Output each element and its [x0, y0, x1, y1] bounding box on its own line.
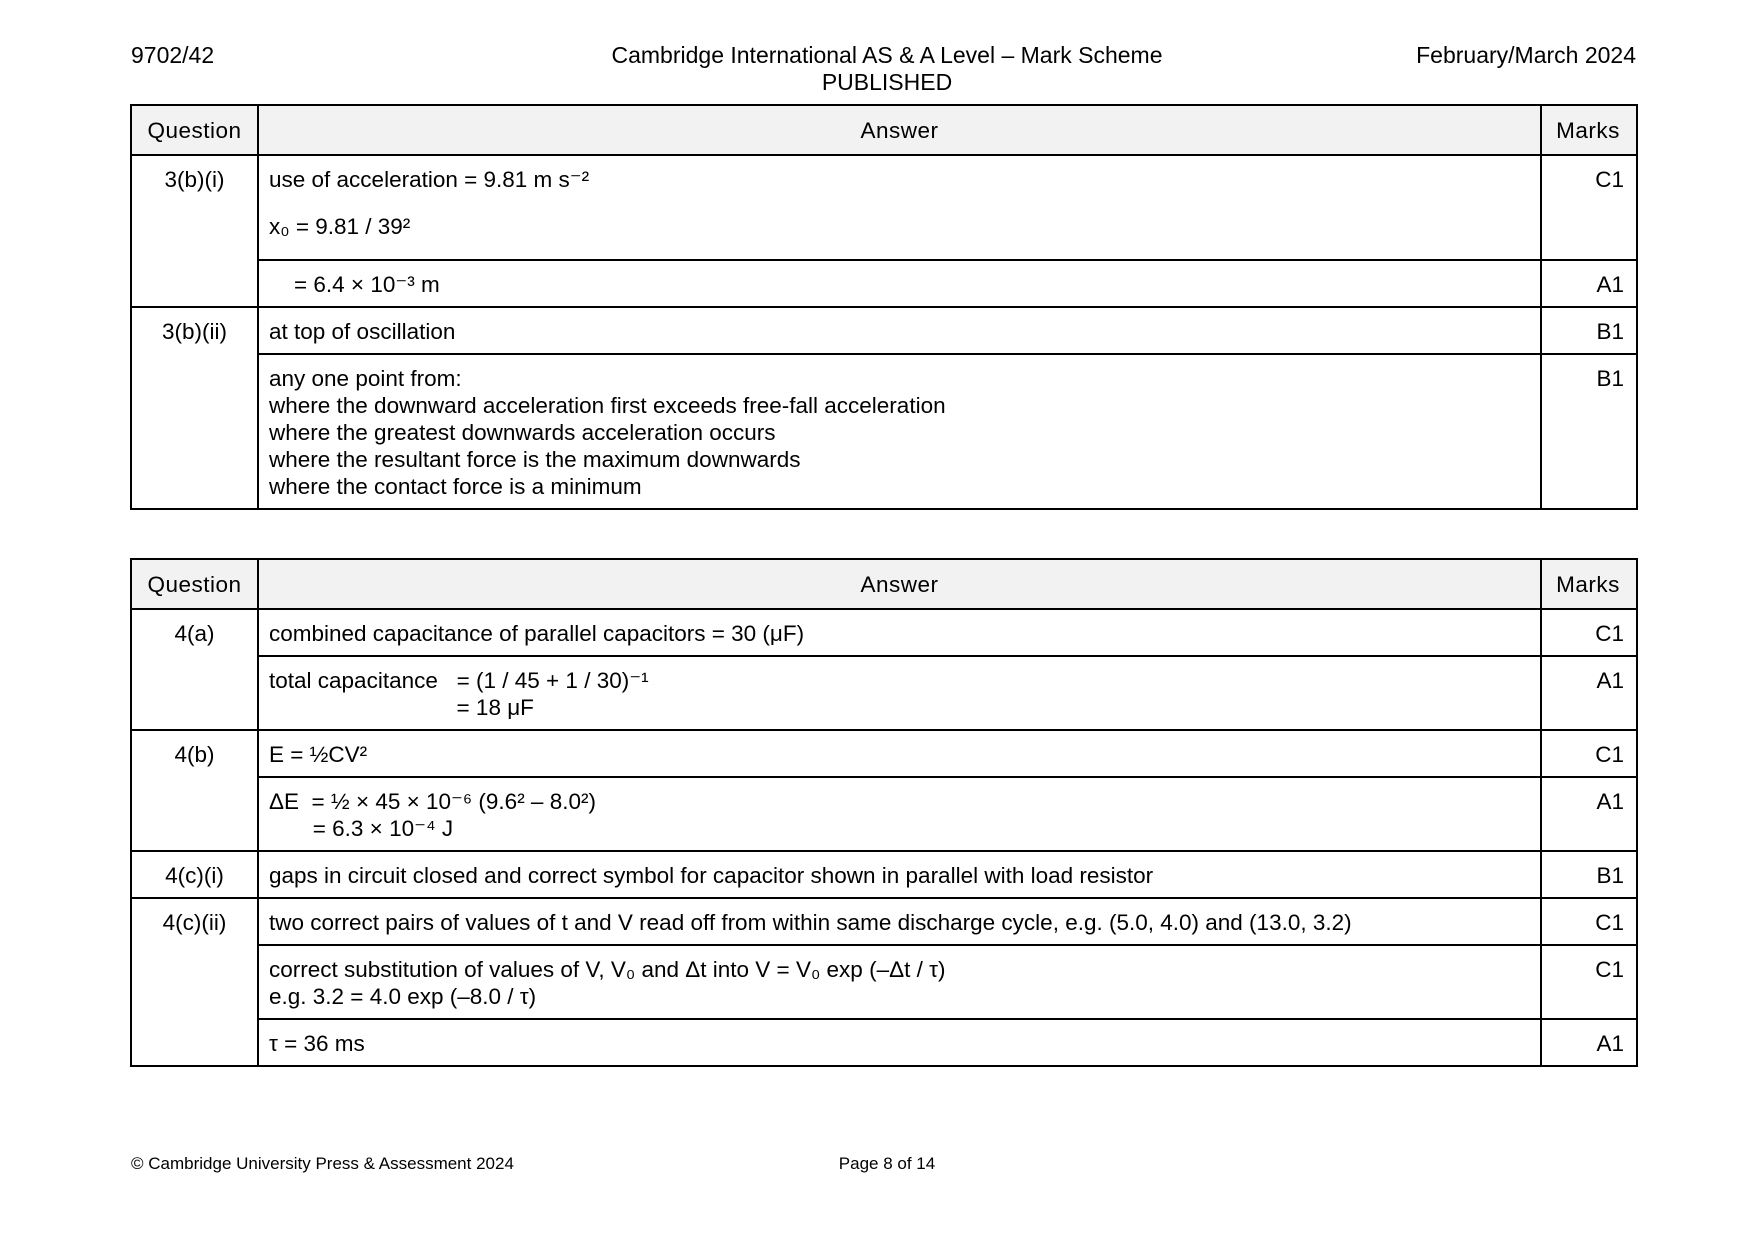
marks-cell: A1 — [1541, 1019, 1637, 1066]
table-header-row — [131, 105, 1637, 155]
answer-line: gaps in circuit closed and correct symbol for capacitor shown in parallel with load resistor — [269, 863, 1154, 888]
copyright-notice: © Cambridge University Press & Assessment 2024 — [131, 1154, 514, 1173]
answer-line: use of acceleration = 9.81 m s⁻² — [269, 167, 590, 192]
marks-cell: C1 — [1541, 609, 1637, 656]
marks-cell: C1 — [1541, 945, 1637, 1019]
table-row — [131, 777, 1637, 851]
table-row — [131, 945, 1637, 1019]
table-header-row — [131, 559, 1637, 609]
answer-line: where the greatest downwards acceleration occurs — [269, 420, 776, 445]
mark-scheme-title: Cambridge International AS & A Level – Mark Scheme — [611, 42, 1163, 68]
answer-line: ΔE = ½ × 45 × 10⁻⁶ (9.6² – 8.0²) — [269, 789, 596, 814]
answer-line: e.g. 3.2 = 4.0 exp (–8.0 / τ) — [269, 984, 537, 1009]
answer-cell — [258, 1019, 1541, 1066]
answer-line: total capacitance = (1 / 45 + 1 / 30)⁻¹ — [269, 668, 649, 693]
table-row — [131, 656, 1637, 730]
marks-cell: B1 — [1541, 307, 1637, 354]
question-number: 3(b)(i) — [131, 155, 258, 307]
answer-cell — [258, 609, 1541, 656]
table-row — [131, 307, 1637, 354]
answer-cell — [258, 354, 1541, 509]
answer-line: x₀ = 9.81 / 39² — [269, 214, 411, 239]
marks-cell: A1 — [1541, 656, 1637, 730]
marks-cell: B1 — [1541, 354, 1637, 509]
table-row — [131, 260, 1637, 307]
answer-line: at top of oscillation — [269, 319, 456, 344]
table-row — [131, 609, 1637, 656]
question-number: 4(a) — [131, 609, 258, 730]
answer-cell — [258, 898, 1541, 945]
answer-line: where the resultant force is the maximum downwards — [269, 447, 801, 472]
column-header-marks: Marks — [1541, 105, 1637, 155]
answer-line: = 6.4 × 10⁻³ m — [269, 272, 440, 297]
answer-line: where the contact force is a minimum — [269, 474, 642, 499]
answer-line: E = ½CV² — [269, 742, 368, 767]
paper-code: 9702/42 — [131, 42, 215, 68]
column-header-answer: Answer — [258, 559, 1541, 609]
answer-cell — [258, 777, 1541, 851]
question-number: 4(c)(ii) — [131, 898, 258, 1066]
marks-cell: A1 — [1541, 260, 1637, 307]
answer-line: = 18 μF — [269, 695, 534, 720]
table-row — [131, 851, 1637, 898]
answer-cell — [258, 851, 1541, 898]
page-number: Page 8 of 14 — [838, 1154, 936, 1173]
table-row — [131, 354, 1637, 509]
answer-line: two correct pairs of values of t and V read off from within same discharge cycle, e.g. (5.0, 4.0) and (13.0, 3.2) — [269, 910, 1352, 935]
marks-cell: C1 — [1541, 155, 1637, 260]
answer-line: combined capacitance of parallel capacitors = 30 (μF) — [269, 621, 805, 646]
published-label: PUBLISHED — [821, 69, 953, 95]
mark-scheme-table-q3 — [130, 104, 1638, 510]
marks-cell: B1 — [1541, 851, 1637, 898]
answer-cell — [258, 260, 1541, 307]
answer-line: where the downward acceleration first exceeds free-fall acceleration — [269, 393, 946, 418]
answer-line: = 6.3 × 10⁻⁴ J — [269, 816, 454, 841]
column-header-marks: Marks — [1541, 559, 1637, 609]
marks-cell: A1 — [1541, 777, 1637, 851]
column-header-answer: Answer — [258, 105, 1541, 155]
answer-cell — [258, 656, 1541, 730]
table-row — [131, 730, 1637, 777]
answer-cell — [258, 945, 1541, 1019]
marks-cell: C1 — [1541, 898, 1637, 945]
table-row — [131, 898, 1637, 945]
answer-line: any one point from: — [269, 366, 462, 391]
answer-line: τ = 36 ms — [269, 1031, 365, 1056]
exam-session: February/March 2024 — [1416, 42, 1636, 68]
question-number: 4(c)(i) — [131, 851, 258, 898]
column-header-question: Question — [131, 559, 258, 609]
column-header-question: Question — [131, 105, 258, 155]
table-row — [131, 155, 1637, 260]
answer-cell — [258, 155, 1541, 260]
answer-cell — [258, 307, 1541, 354]
marks-cell: C1 — [1541, 730, 1637, 777]
answer-cell — [258, 730, 1541, 777]
table-row — [131, 1019, 1637, 1066]
question-number: 4(b) — [131, 730, 258, 851]
question-number: 3(b)(ii) — [131, 307, 258, 509]
answer-line: correct substitution of values of V, V₀ and Δt into V = V₀ exp (–Δt / τ) — [269, 957, 946, 982]
mark-scheme-table-q4 — [130, 558, 1638, 1067]
